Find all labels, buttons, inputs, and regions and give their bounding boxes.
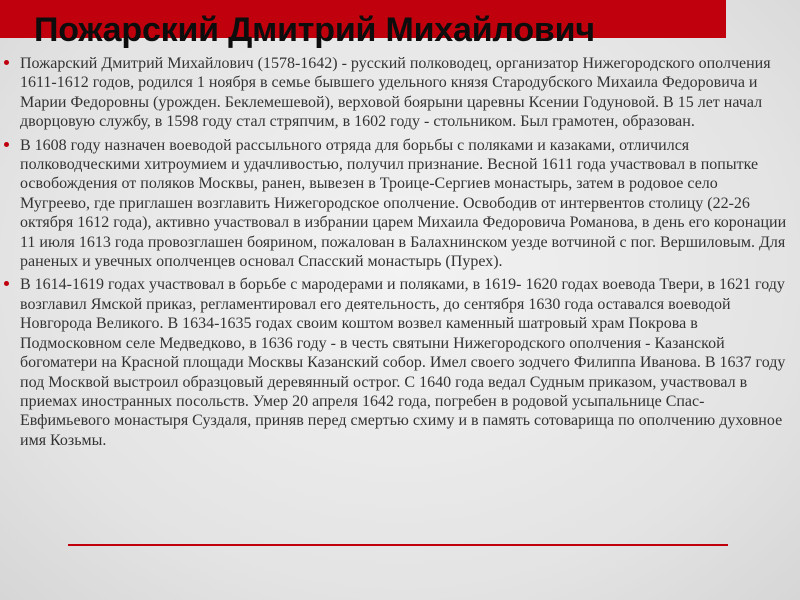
bullet-icon	[4, 60, 9, 65]
paragraph-military-career	[0, 136, 788, 272]
paragraph-biography-early	[0, 54, 788, 132]
footer-accent-line	[68, 544, 728, 546]
slide-title: Пожарский Дмитрий Михайлович	[34, 11, 595, 49]
paragraph-text: В 1608 году назначен воеводой рассыльного отряда для борьбы с поляками и казаками, отличился полководческими хитроумием и удачливостью, получил признание. Весной 1611 года участвовал в попытке освобождения от поляков Москвы, ранен, вывезен в Троице-Сергиев монастырь, затем в родовое село Мугреево, где приглашен возглавить Нижегородское ополчение. Освободив от интервентов столицу (22-26 октября 1612 года), активно участвовал в избрании царем Михаила Федоровича Романова, в день его коронации 11 июля 1613 года провозглашен боярином, пожалован в Балахнинском уезде вотчиной с пог. Вершиловым. Для раненых и увечных ополченцев основал Спасский монастырь (Пурех).	[20, 136, 787, 271]
paragraph-later-years	[0, 275, 788, 450]
bullet-icon	[4, 281, 9, 286]
slide-body	[0, 54, 788, 450]
paragraph-text: В 1614-1619 годах участвовал в борьбе с мародерами и поляками, в 1619- 1620 годах воевода Твери, в 1621 году возглавил Ямской приказ, регламентировал его деятельность, до сентября 1630 года оставался воеводой Новгорода Великого. В 1634-1635 годах своим коштом возвел каменный шатровый храм Покрова в Подмосковном селе Медведково, в 1636 году - в честь святыни Нижегородского ополчения - Казанской богоматери на Красной площади Москвы Казанский собор. Имел своего зодчего Филиппа Иванова. В 1637 году под Москвой выстроил образцовый деревянный острог. С 1640 года ведал Судным приказом, участвовал в приемах иностранных посольств. Умер 20 апреля 1642 года, погребен в родовой усыпальнице Спас- Евфимьевого монастыря Суздаля, приняв перед смертью схиму и в память сотоварища по ополчению духовное имя Козьмы.	[20, 276, 786, 449]
bullet-icon	[4, 142, 9, 147]
paragraph-text: Пожарский Дмитрий Михайлович (1578-1642) - русский полководец, организатор Нижегородского ополчения 1611-1612 годов, родился 1 ноября в семье бывшего удельного князя Стародубского Михаила Федоровича и Марии Федоровны (урожден. Беклемешевой), верховой боярыни царевны Ксении Годуновой. В 15 лет начал дворцовую службу, в 1598 году стал стряпчим, в 1602 году - стольником. Был грамотен, образован.	[20, 55, 771, 131]
